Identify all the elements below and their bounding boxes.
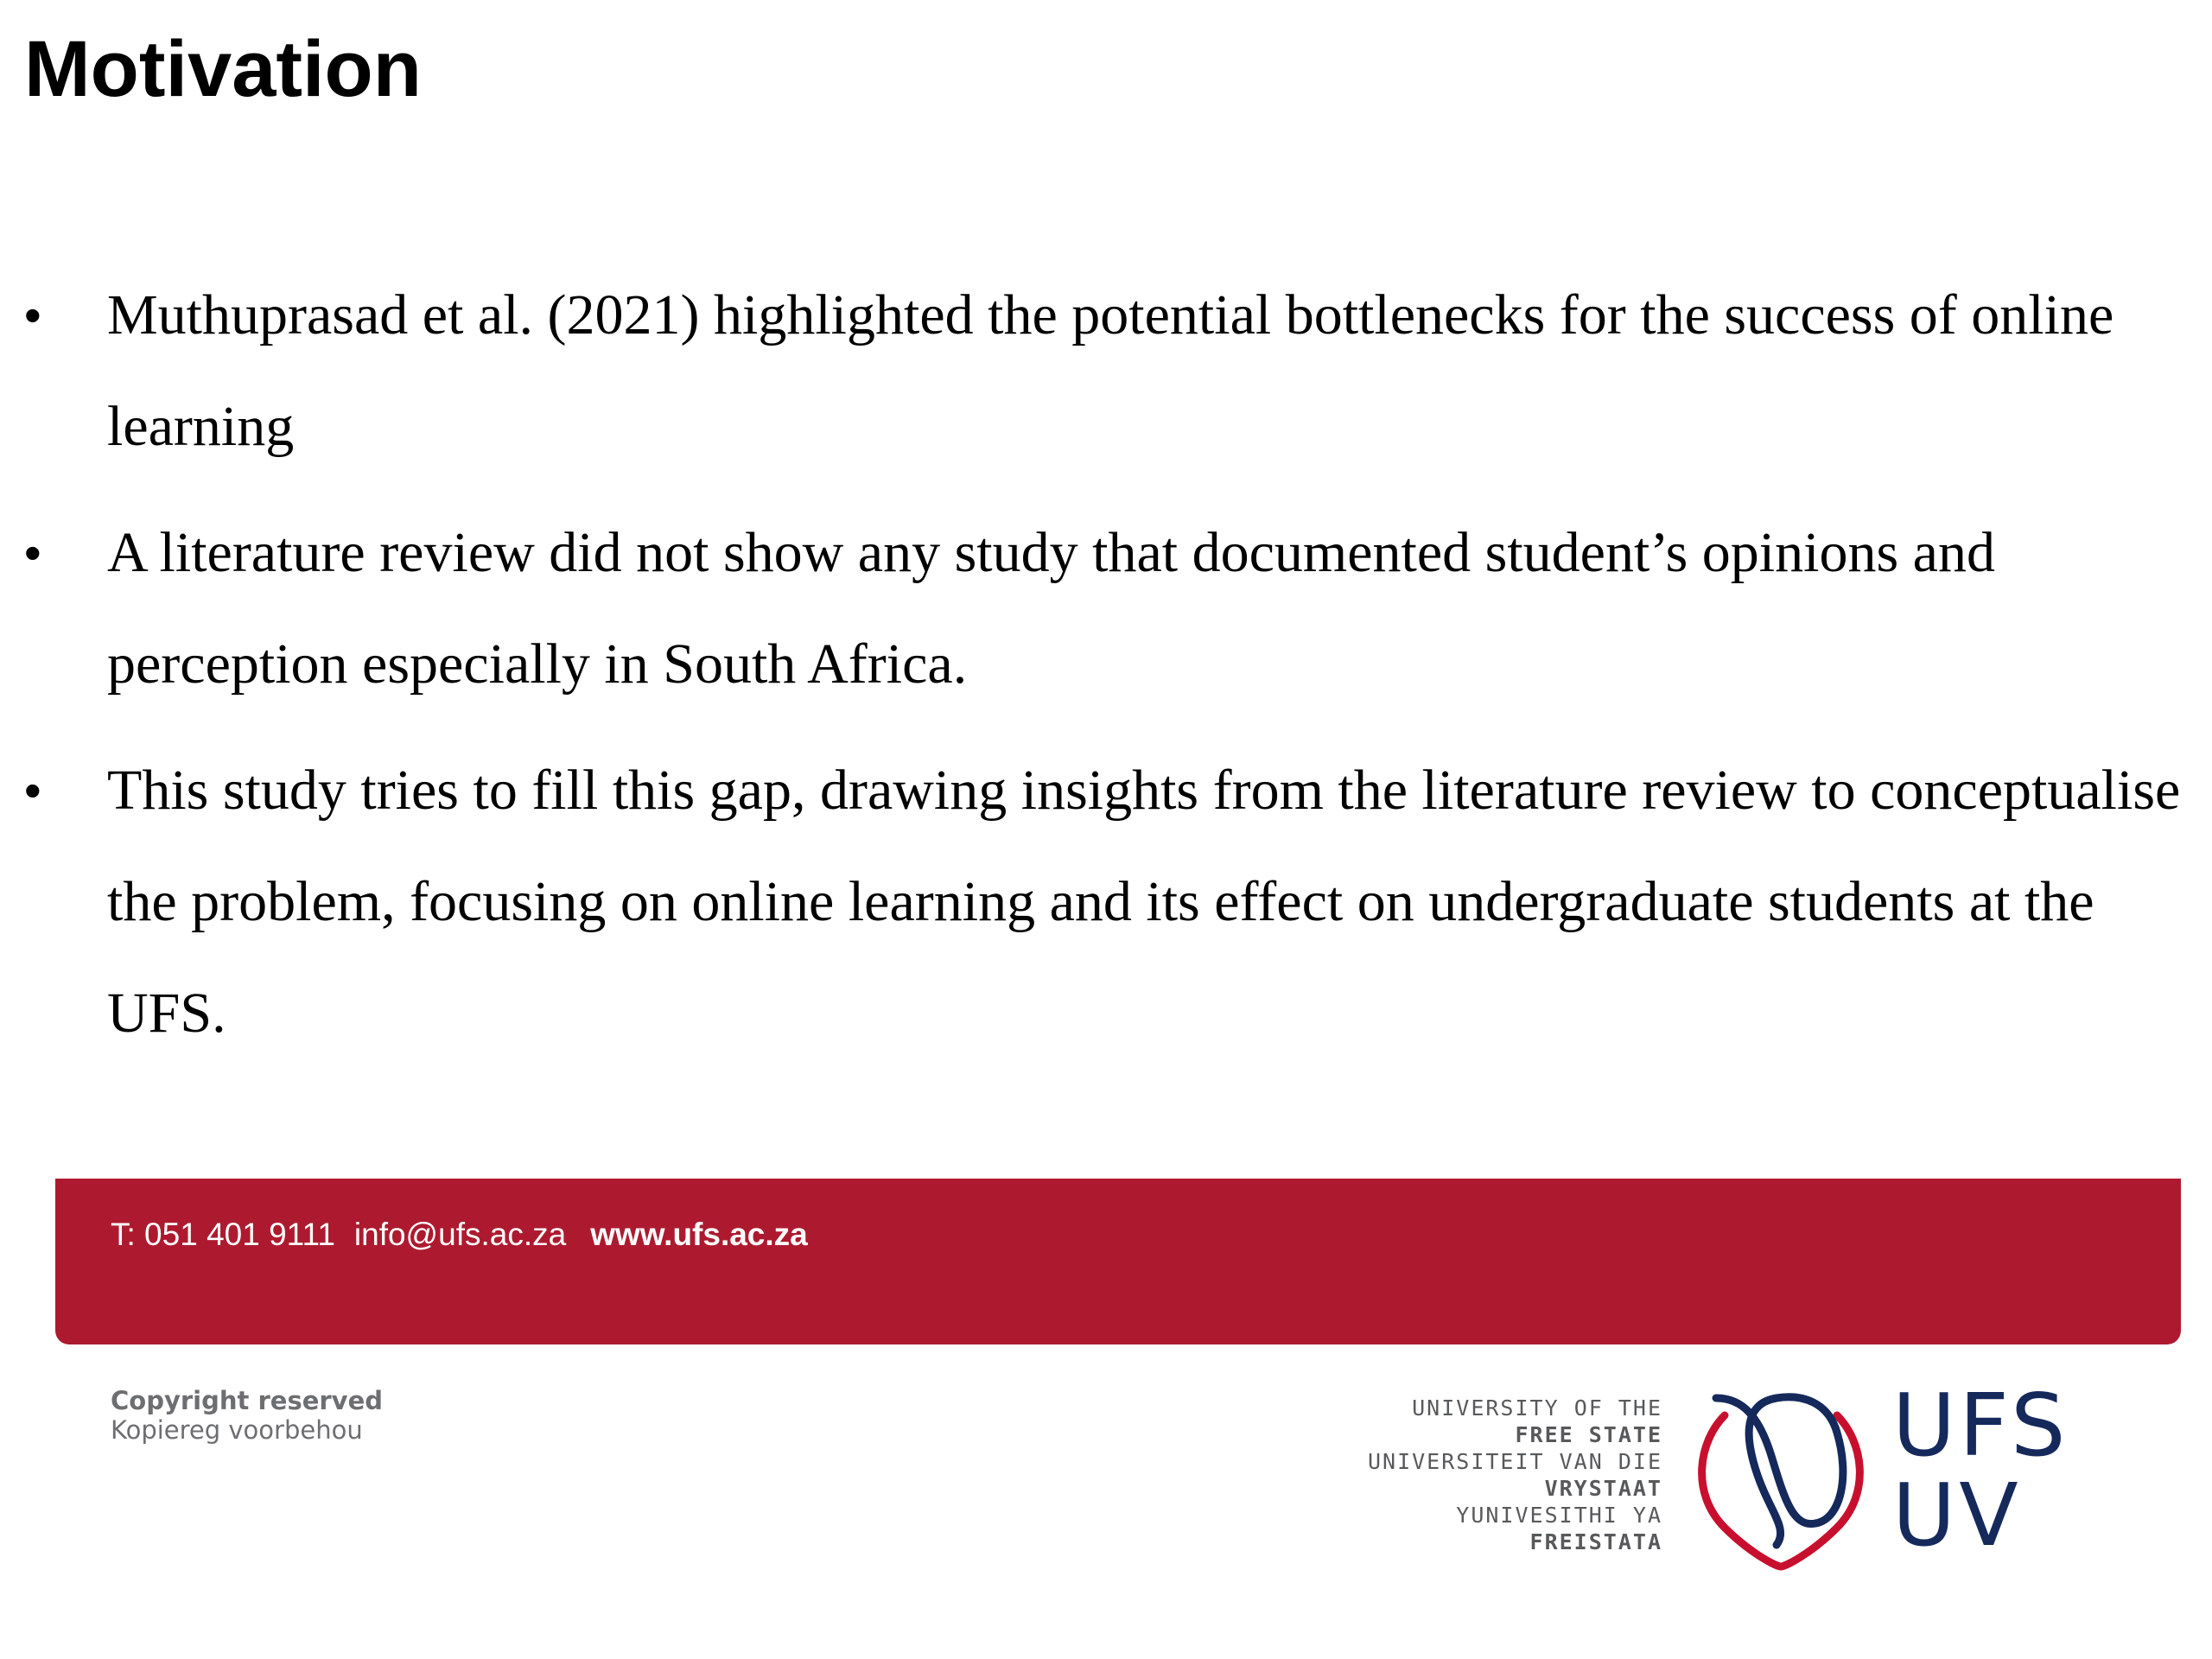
logo-line: YUNIVESITHI YA: [1456, 1503, 1662, 1528]
ufs-wordmark: [1892, 1375, 2069, 1566]
bullet-text: This study tries to fill this gap, drawing insights from the literature review to conceptualise the problem, focusing on online learning and its effect on undergraduate students at the UFS.: [107, 759, 2181, 1045]
copyright-en: Copyright reserved: [111, 1386, 384, 1415]
wordmark-bottom: UV: [1892, 1465, 2022, 1566]
bullet-symbol: •: [24, 288, 41, 342]
ufs-emblem-icon: [1690, 1381, 1872, 1571]
university-name: [1368, 1395, 1662, 1555]
logo-line: UNIVERSITEIT VAN DIE: [1367, 1449, 1662, 1474]
bullet-list: [0, 259, 2212, 1084]
bullet-item: [0, 497, 2198, 720]
logo-line: VRYSTAAT: [1544, 1476, 1662, 1501]
footer-bar: [55, 1179, 2181, 1344]
logo-line: UNIVERSITY OF THE: [1412, 1395, 1662, 1421]
copyright-notice: [111, 1386, 383, 1445]
bullet-text: A literature review did not show any study that documented student’s opinions and perception especially in South Africa.: [107, 521, 1995, 696]
wordmark-top: UFS: [1892, 1375, 2069, 1476]
contact-line: [111, 1215, 827, 1255]
slide-title: Motivation: [24, 25, 422, 113]
phone-number: T: 051 401 9111: [111, 1217, 335, 1252]
bullet-item: [0, 734, 2198, 1069]
bullet-item: [0, 259, 2198, 482]
bullet-text: Muthuprasad et al. (2021) highlighted the potential bottlenecks for the success of online learning: [107, 283, 2114, 458]
logo-line: FREISTATA: [1529, 1529, 1662, 1554]
email-link[interactable]: info@ufs.ac.za: [353, 1217, 567, 1252]
logo-line: FREE STATE: [1515, 1422, 1662, 1447]
copyright-af: Kopiereg voorbehou: [111, 1415, 363, 1445]
website-link[interactable]: www.ufs.ac.za: [590, 1217, 808, 1252]
bullet-symbol: •: [24, 763, 41, 817]
bullet-symbol: •: [24, 525, 41, 580]
